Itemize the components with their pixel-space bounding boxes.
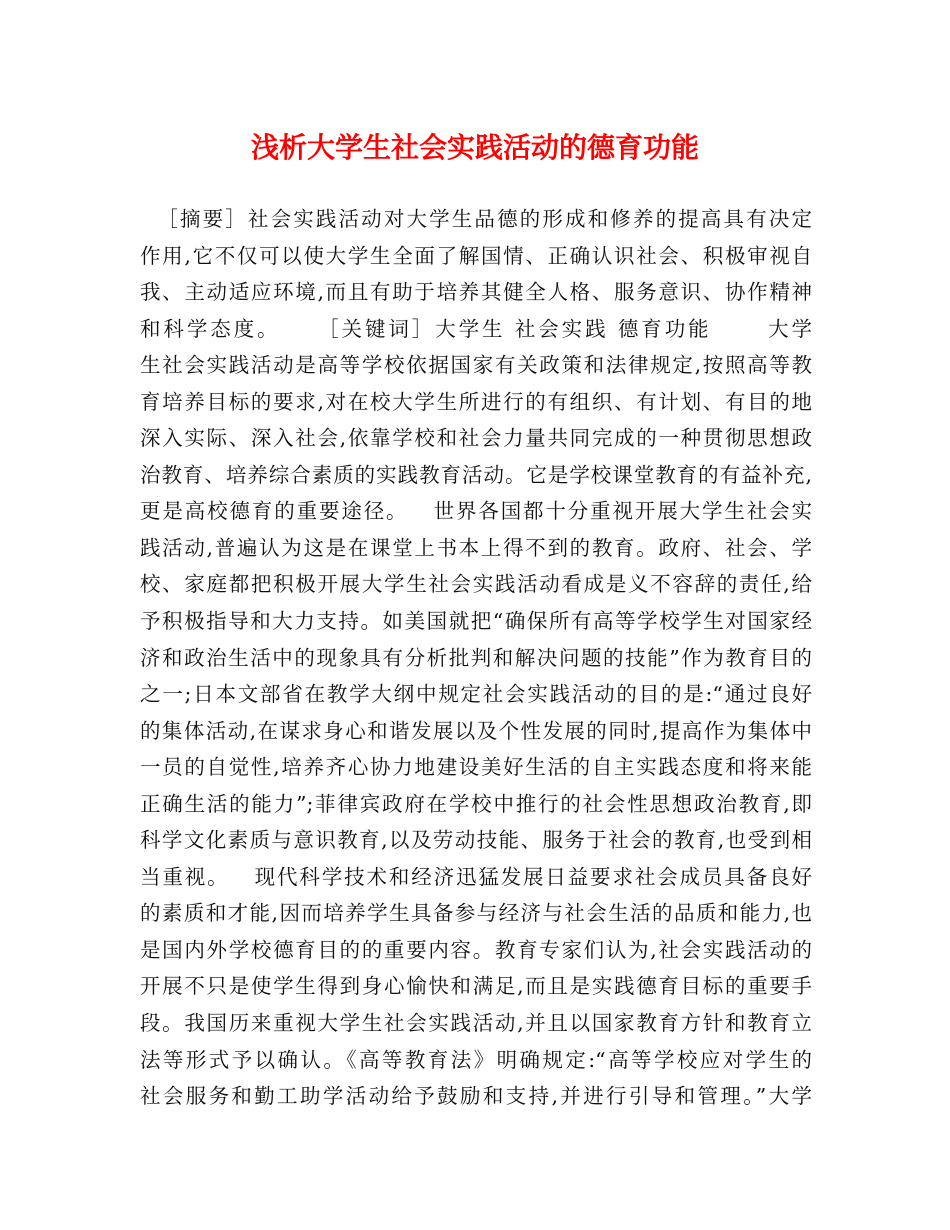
body-line: 的集体活动,在谋求身心和谐发展以及个性发展的同时,提高作为集体中 [140,718,812,743]
body-line: ［摘要］社会实践活动对大学生品德的形成和修养的提高具有决定 [140,207,812,231]
body-line: 开展不只是使学生得到身心愉快和满足,而且是实践德育目标的重要手 [140,974,812,999]
body-line: 科学文化素质与意识教育,以及劳动技能、服务于社会的教育,也受到相 [140,828,812,853]
body-line: 是国内外学校德育目的的重要内容。教育专家们认为,社会实践活动的 [140,937,812,962]
body-line: 和科学态度。 ［关键词］大学生 社会实践 德育功能 大学 [140,316,812,341]
body-line: 践活动,普遍认为这是在课堂上书本上得不到的教育。政府、社会、学 [140,535,812,560]
body-line: 正确生活的能力”;菲律宾政府在学校中推行的社会性思想政治教育,即 [140,791,812,816]
body-line: 一员的自觉性,培养齐心协力地建设美好生活的自主实践态度和将来能 [140,755,812,780]
body-line: 校、家庭都把积极开展大学生社会实践活动看成是义不容辞的责任,给 [140,572,812,597]
body-line: 更是高校德育的重要途径。 世界各国都十分重视开展大学生社会实 [140,499,812,524]
document-title: 浅析大学生社会实践活动的德育功能 [250,131,699,164]
body-line: 的素质和才能,因而培养学生具备参与经济与社会生活的品质和能力,也 [140,901,812,926]
body-line: 济和政治生活中的现象具有分析批判和解决问题的技能”作为教育目的 [140,645,812,670]
body-line: 生社会实践活动是高等学校依据国家有关政策和法律规定,按照高等教 [140,353,812,378]
body-line: 我、主动适应环境,而且有助于培养其健全人格、服务意识、协作精神 [140,280,812,305]
body-line: 作用,它不仅可以使大学生全面了解国情、正确认识社会、积极审视自 [140,243,812,268]
body-line: 之一;日本文部省在教学大纲中规定社会实践活动的目的是:“通过良好 [140,682,812,707]
body-line: 法等形式予以确认。《高等教育法》明确规定:“高等学校应对学生的 [140,1047,812,1072]
body-line: 育培养目标的要求,对在校大学生所进行的有组织、有计划、有目的地 [140,389,812,414]
body-line: 当重视。 现代科学技术和经济迅猛发展日益要求社会成员具备良好 [140,864,812,889]
body-line: 段。我国历来重视大学生社会实践活动,并且以国家教育方针和教育立 [140,1011,812,1036]
body-line: 予积极指导和大力支持。如美国就把“确保所有高等学校学生对国家经 [140,609,812,634]
body-line: 治教育、培养综合素质的实践教育活动。它是学校课堂教育的有益补充, [140,462,812,487]
body-line: 深入实际、深入社会,依靠学校和社会力量共同完成的一种贯彻思想政 [140,426,812,451]
body-line: 社会服务和勤工助学活动给予鼓励和支持,并进行引导和管理。”大学 [140,1084,812,1109]
document-body [140,201,812,1115]
